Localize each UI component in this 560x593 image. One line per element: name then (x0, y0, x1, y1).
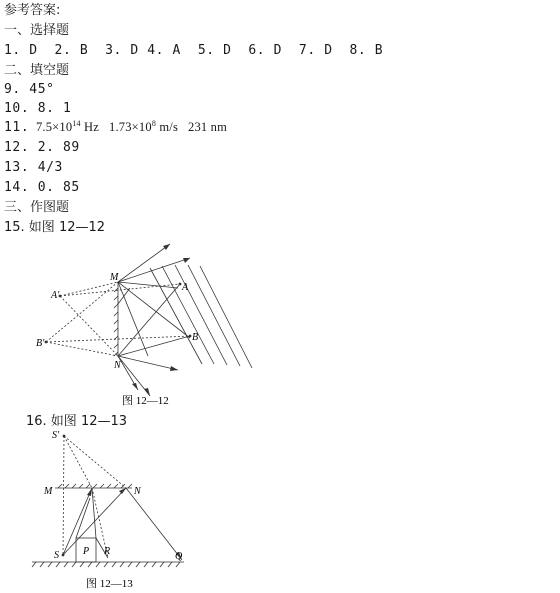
wavefront-lines (150, 265, 252, 368)
label-m: M (44, 486, 53, 497)
label-p: P (83, 546, 90, 557)
label-q: Q (175, 551, 183, 562)
answer-10: 10. 8. 1 (4, 101, 72, 116)
answer-9: 9. 45° (4, 82, 55, 97)
construction-lines (63, 436, 126, 558)
label-s: S (54, 550, 59, 561)
choice-answers: 1. D 2. B 3. D 4. A 5. D 6. D 7. D 8. B (4, 43, 384, 58)
answer-11-label: 11. (4, 120, 30, 135)
speed-exponent: 8 (151, 119, 157, 128)
answer-11 (4, 119, 227, 136)
label-b-image: B' (36, 338, 45, 349)
label-n: N (114, 360, 121, 371)
heading: 参考答案: (4, 3, 61, 18)
label-n: N (134, 486, 141, 497)
label-r: R (104, 546, 111, 557)
speed-unit: m/s (156, 120, 188, 134)
label-m: M (110, 272, 119, 283)
question-15: 15. 如图 12—12 (4, 220, 106, 235)
answer-13: 13. 4/3 (4, 160, 63, 175)
mirror-hatching (114, 288, 118, 356)
label-a-image: A' (51, 290, 60, 301)
section-fill-title: 二、填空题 (4, 63, 70, 78)
points-and-arrows (62, 435, 182, 560)
question-16: 16. 如图 12—13 (26, 414, 128, 429)
answer-14: 14. 0. 85 (4, 180, 80, 195)
wavelength: 231 nm (188, 120, 228, 134)
light-rays (63, 488, 182, 560)
caption-12-13: 图 12—13 (86, 578, 133, 590)
section-draw-title: 三、作图题 (4, 200, 70, 215)
section-choice-title: 一、选择题 (4, 23, 70, 38)
answer-12: 12. 2. 89 (4, 140, 80, 155)
ground-hatching (32, 562, 180, 567)
speed-mantissa: 1.73×10 (109, 120, 152, 134)
frequency-mantissa: 7.5×10 (35, 120, 73, 134)
mirror-mn-hatching (58, 484, 132, 488)
label-s-image: S' (52, 430, 60, 441)
caption-12-12: 图 12—12 (122, 395, 169, 407)
label-a: A (182, 282, 189, 293)
label-b: B (192, 332, 199, 343)
light-rays (118, 244, 190, 396)
figure-12-12 (30, 238, 260, 410)
figure-12-13 (30, 430, 230, 592)
frequency-unit: Hz (80, 120, 109, 134)
frequency-exponent: 14 (72, 119, 81, 128)
